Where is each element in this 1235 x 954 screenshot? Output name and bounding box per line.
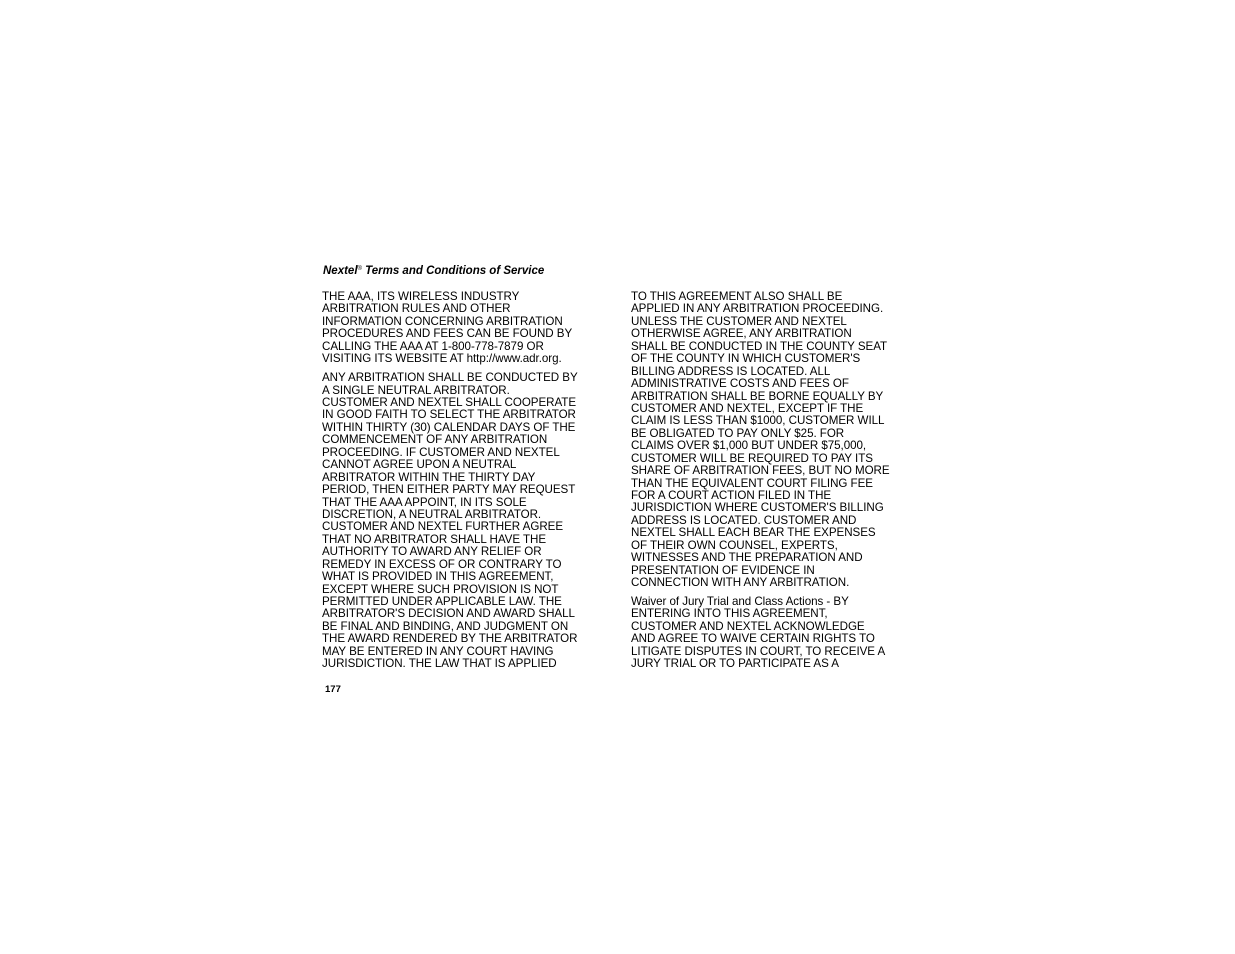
- text-line: BILLING ADDRESS IS LOCATED. ALL: [631, 364, 831, 378]
- text-line: VISITING ITS WEBSITE AT http://www.adr.org.: [322, 352, 562, 366]
- text-line: THE AAA, ITS WIRELESS INDUSTRY: [322, 290, 520, 303]
- text-line: IN GOOD FAITH TO SELECT THE ARBITRATOR: [322, 408, 576, 422]
- text-line: UNLESS THE CUSTOMER AND NEXTEL: [631, 314, 847, 328]
- page-number: 177: [325, 684, 341, 695]
- text-line: CUSTOMER AND NEXTEL SHALL COOPERATE: [322, 396, 577, 409]
- text-line: MAY BE ENTERED IN ANY COURT HAVING: [322, 644, 554, 658]
- text-line: TO THIS AGREEMENT ALSO SHALL BE: [631, 290, 843, 303]
- paragraph-jury-waiver: [631, 596, 921, 671]
- text-line: PROCEEDING. IF CUSTOMER AND NEXTEL: [322, 445, 560, 459]
- text-line: AUTHORITY TO AWARD ANY RELIEF OR: [322, 545, 542, 559]
- header-title: Terms and Conditions of Service: [361, 265, 545, 277]
- text-line: ARBITRATION SHALL BE BORNE EQUALLY BY: [631, 389, 884, 403]
- text-line: APPLIED IN ANY ARBITRATION PROCEEDING.: [631, 302, 884, 316]
- text-line: CLAIMS OVER $1,000 BUT UNDER $75,000,: [631, 439, 867, 453]
- paragraph-aaa-info: [322, 291, 612, 366]
- text-line: ARBITRATOR'S DECISION AND AWARD SHALL: [322, 607, 575, 621]
- text-line: ADDRESS IS LOCATED. CUSTOMER AND: [631, 513, 857, 527]
- text-line: OF THEIR OWN COUNSEL, EXPERTS,: [631, 538, 838, 552]
- text-line: CUSTOMER AND NEXTEL ACKNOWLEDGE: [631, 619, 865, 633]
- text-line: CUSTOMER AND NEXTEL, EXCEPT IF THE: [631, 401, 864, 415]
- text-line: PERMITTED UNDER APPLICABLE LAW. THE: [322, 595, 562, 608]
- text-line: PRESENTATION OF EVIDENCE IN: [631, 563, 815, 577]
- text-line: COMMENCEMENT OF ANY ARBITRATION: [322, 433, 548, 447]
- header-brand: Nextel: [323, 265, 358, 277]
- text-line: INFORMATION CONCERNING ARBITRATION: [322, 314, 563, 328]
- text-line: AND AGREE TO WAIVE CERTAIN RIGHTS TO: [631, 632, 875, 646]
- text-line: WHAT IS PROVIDED IN THIS AGREEMENT,: [322, 570, 554, 584]
- text-line: FOR A COURT ACTION FILED IN THE: [631, 489, 832, 502]
- text-line: WITHIN THIRTY (30) CALENDAR DAYS OF THE: [322, 420, 576, 434]
- text-line: PERIOD, THEN EITHER PARTY MAY REQUEST: [322, 483, 576, 497]
- text-line: A SINGLE NEUTRAL ARBITRATOR.: [322, 383, 510, 397]
- text-line: JURISDICTION WHERE CUSTOMER'S BILLING: [631, 501, 884, 515]
- text-line: CLAIM IS LESS THAN $1000, CUSTOMER WILL: [631, 414, 885, 428]
- paragraph-arbitration: [322, 372, 612, 671]
- right-column: [631, 291, 921, 671]
- text-line: CONNECTION WITH ANY ARBITRATION.: [631, 576, 850, 590]
- registered-mark: ®: [357, 266, 362, 272]
- text-line: LITIGATE DISPUTES IN COURT, TO RECEIVE A: [631, 644, 886, 658]
- text-line: NEXTEL SHALL EACH BEAR THE EXPENSES: [631, 526, 876, 540]
- text-line: DISCRETION, A NEUTRAL ARBITRATOR.: [322, 507, 542, 521]
- text-line: ANY ARBITRATION SHALL BE CONDUCTED BY: [322, 371, 578, 385]
- text-line: ADMINISTRATIVE COSTS AND FEES OF: [631, 377, 849, 391]
- text-line: BE OBLIGATED TO PAY ONLY $25. FOR: [631, 426, 845, 440]
- text-line: THAT NO ARBITRATOR SHALL HAVE THE: [322, 532, 547, 546]
- text-line: CANNOT AGREE UPON A NEUTRAL: [322, 458, 517, 472]
- paragraph-costs-and-fees: [631, 291, 921, 590]
- text-line: PROCEDURES AND FEES CAN BE FOUND BY: [322, 327, 573, 341]
- text-line: THE AWARD RENDERED BY THE ARBITRATOR: [322, 632, 578, 646]
- text-line: REMEDY IN EXCESS OF OR CONTRARY TO: [322, 557, 562, 571]
- text-line: THAN THE EQUIVALENT COURT FILING FEE: [631, 476, 873, 490]
- text-line: OF THE COUNTY IN WHICH CUSTOMER'S: [631, 352, 861, 366]
- text-line: CALLING THE AAA AT 1-800-778-7879 OR: [322, 339, 544, 353]
- text-line: CUSTOMER WILL BE REQUIRED TO PAY ITS: [631, 451, 873, 465]
- text-line: JURISDICTION. THE LAW THAT IS APPLIED: [322, 657, 557, 671]
- text-line: CUSTOMER AND NEXTEL FURTHER AGREE: [322, 520, 564, 534]
- text-line: EXCEPT WHERE SUCH PROVISION IS NOT: [322, 582, 559, 596]
- text-line: BE FINAL AND BINDING, AND JUDGMENT ON: [322, 619, 569, 633]
- text-line: ARBITRATION RULES AND OTHER: [322, 302, 511, 316]
- text-line: ARBITRATOR WITHIN THE THIRTY DAY: [322, 470, 536, 484]
- text-line: Waiver of Jury Trial and Class Actions - BY: [631, 595, 849, 608]
- text-line: ENTERING INTO THIS AGREEMENT,: [631, 607, 828, 621]
- text-line: OTHERWISE AGREE, ANY ARBITRATION: [631, 327, 852, 341]
- page-header: [323, 262, 544, 279]
- text-line: THAT THE AAA APPOINT, IN ITS SOLE: [322, 495, 527, 509]
- left-column: [322, 291, 612, 671]
- text-line: JURY TRIAL OR TO PARTICIPATE AS A: [631, 657, 839, 671]
- text-line: SHARE OF ARBITRATION FEES, BUT NO MORE: [631, 464, 890, 478]
- text-line: SHALL BE CONDUCTED IN THE COUNTY SEAT: [631, 339, 888, 353]
- text-line: WITNESSES AND THE PREPARATION AND: [631, 551, 863, 565]
